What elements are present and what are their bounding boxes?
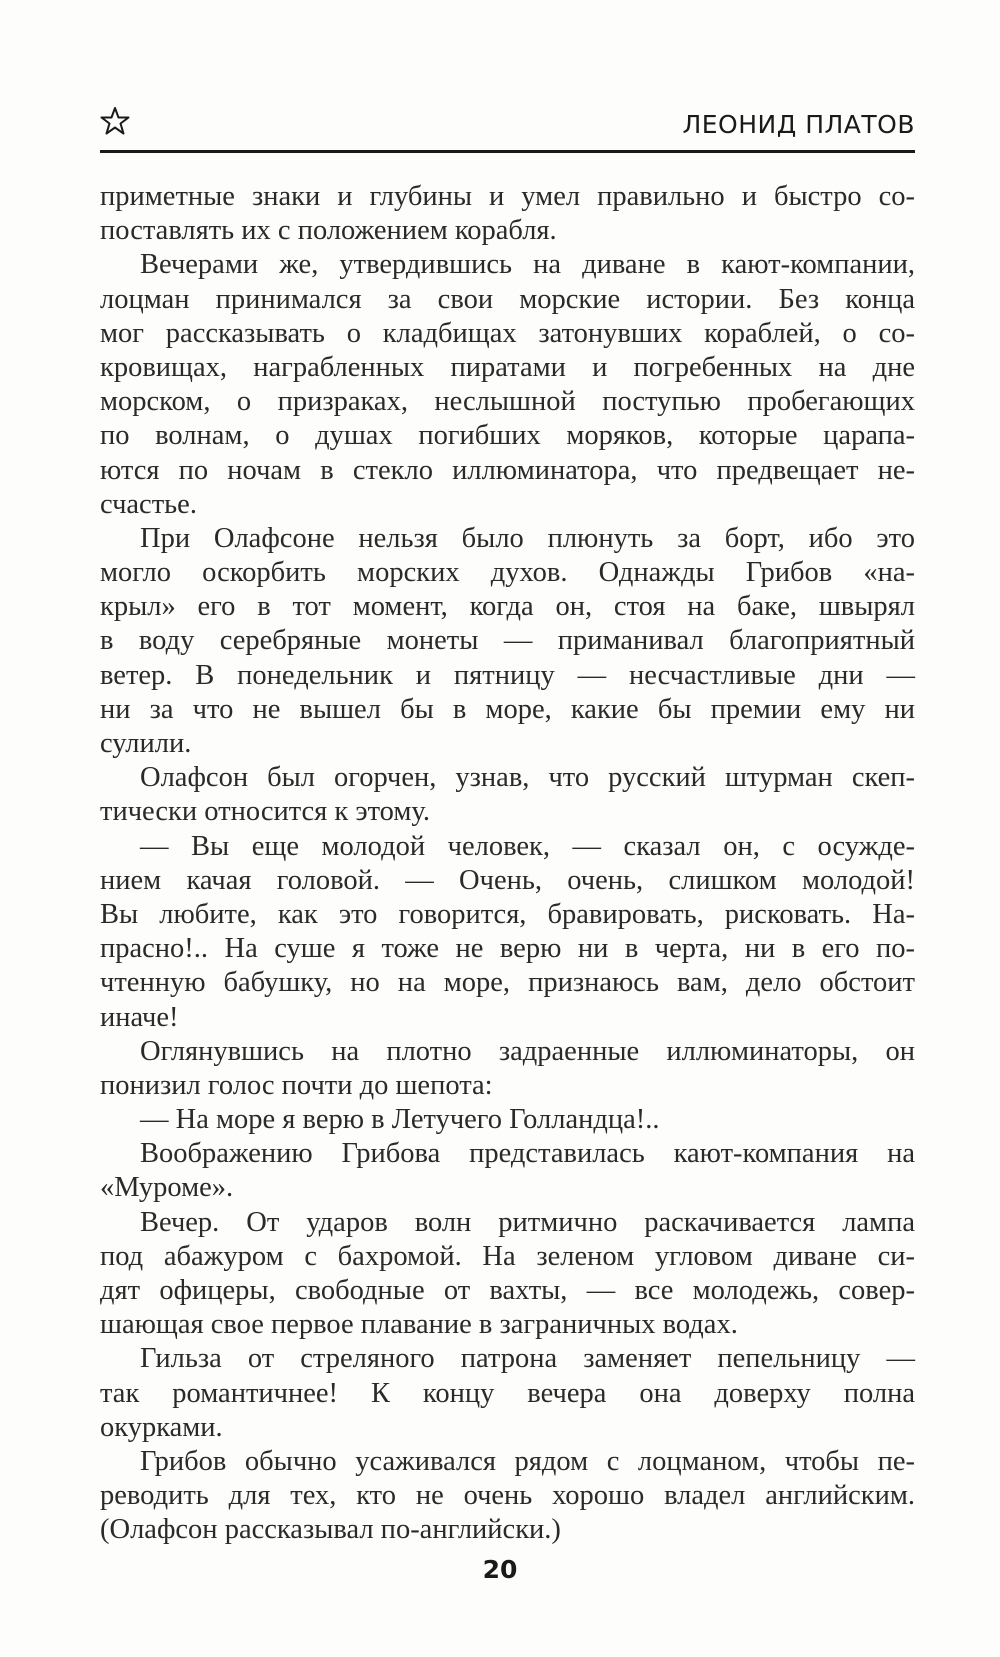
text-line: кровищах, награбленных пиратами и погребенных на дне bbox=[100, 351, 915, 383]
text-line: могло оскорбить морских духов. Однажды Грибов «на- bbox=[100, 557, 915, 589]
text-line: Вечер. От ударов волн ритмично раскачивается лампа bbox=[140, 1206, 915, 1238]
text-line: сулили. bbox=[100, 728, 192, 759]
text-line: Грибов обычно усаживался рядом с лоцманом, чтобы пе- bbox=[140, 1445, 915, 1477]
text-line: в воду серебряные монеты — приманивал благоприятный bbox=[100, 625, 915, 657]
text-line: морском, о призраках, неслышной поступью пробегающих bbox=[100, 386, 915, 418]
text-line: чтенную бабушку, но на море, признаюсь вам, дело обстоит bbox=[100, 967, 915, 999]
text-line: лоцман принимался за свои морские истории. Без конца bbox=[100, 283, 915, 315]
text-line: мог рассказывать о кладбищах затонувших кораблей, о со- bbox=[100, 317, 915, 349]
text-line: ни за что не вышел бы в море, какие бы премии ему ни bbox=[100, 693, 915, 725]
running-head: ЛЕОНИД ПЛАТОВ bbox=[682, 110, 915, 139]
text-line: реводить для тех, кто не очень хорошо владел английским. bbox=[100, 1480, 915, 1512]
text-line: При Олафсоне нельзя было плюнуть за борт, ибо это bbox=[140, 522, 915, 554]
page-header bbox=[100, 96, 915, 153]
text-line: Воображению Грибова представилась кают-компания на bbox=[140, 1138, 915, 1170]
text-line: счастье. bbox=[100, 488, 197, 520]
text-line: — Вы еще молодой человек, — сказал он, с осужде- bbox=[140, 830, 915, 862]
text-line: по волнам, о душах погибших моряков, которые царапа- bbox=[100, 420, 915, 452]
text-line: ются по ночам в стекло иллюминатора, что предвещает не- bbox=[100, 454, 915, 486]
text-line: «Муроме». bbox=[100, 1172, 234, 1204]
text-line: нием качая головой. — Очень, очень, слишком молодой! bbox=[100, 864, 915, 896]
text-line: Вечерами же, утвердившись на диване в кают-компании, bbox=[140, 249, 915, 281]
text-line: (Олафсон рассказывал по-английски.) bbox=[100, 1514, 561, 1546]
text-line: ветер. В понедельник и пятницу — несчастливые дни — bbox=[100, 659, 915, 691]
text-line: дят офицеры, свободные от вахты, — все молодежь, совер- bbox=[100, 1275, 915, 1306]
text-line: шающая свое первое плавание в заграничных водах. bbox=[100, 1309, 738, 1341]
text-line: приметные знаки и глубины и умел правильно и быстро со- bbox=[100, 181, 915, 212]
text-line: Оглянувшись на плотно задраенные иллюминаторы, он bbox=[140, 1035, 915, 1067]
text-line: окурками. bbox=[100, 1411, 223, 1443]
text-line: — На море я верю в Летучего Голландца!.. bbox=[140, 1104, 660, 1136]
page-number: 20 bbox=[482, 1555, 518, 1584]
text-line: под абажуром с бахромой. На зеленом угловом диване си- bbox=[100, 1240, 915, 1272]
text-line: иначе! bbox=[100, 1001, 179, 1033]
body-text bbox=[100, 180, 915, 1548]
text-line: Гильза от стреляного патрона заменяет пепельницу — bbox=[140, 1343, 915, 1375]
text-line: понизил голос почти до шепота: bbox=[100, 1069, 493, 1101]
text-line: тически относится к этому. bbox=[100, 796, 430, 828]
text-line: так романтичнее! К концу вечера она доверху полна bbox=[100, 1377, 915, 1409]
text-line: крыл» его в тот момент, когда он, стоя на баке, швырял bbox=[100, 591, 915, 623]
text-line: Олафсон был огорчен, узнав, что русский штурман скеп- bbox=[140, 762, 915, 794]
text-line: прасно!.. На суше я тоже не верю ни в черта, ни в его по- bbox=[100, 933, 915, 965]
text-line: Вы любите, как это говорится, бравировать, рисковать. На- bbox=[100, 898, 915, 930]
star-icon bbox=[100, 106, 130, 136]
text-line: поставлять их с положением корабля. bbox=[100, 215, 557, 247]
